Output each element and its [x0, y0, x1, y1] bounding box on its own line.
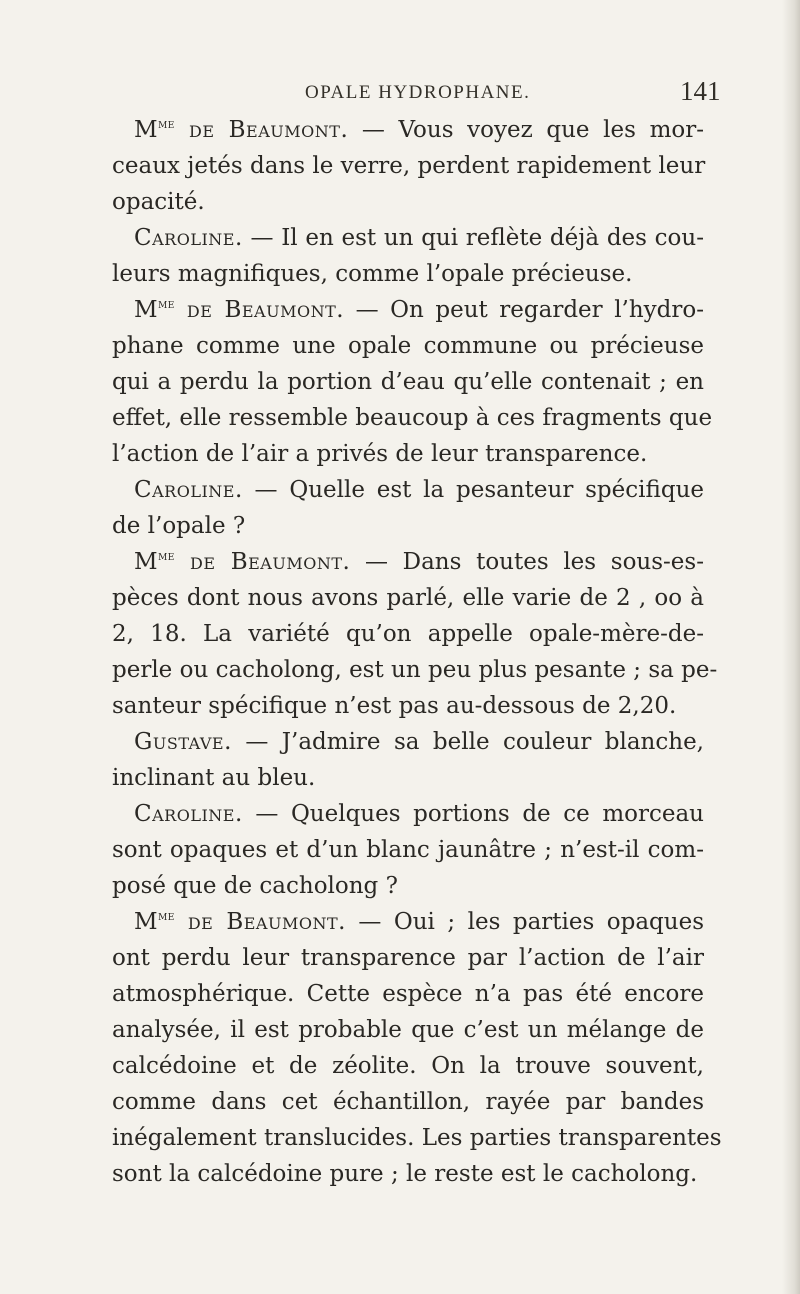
text-line: qui a perdu la portion d’eau qu’elle contenait ; en — [112, 369, 704, 395]
text-line: comme dans cet échantillon, rayée par bandes — [112, 1089, 704, 1115]
text-line: leurs magnifiques, comme l’opale précieuse. — [112, 261, 633, 287]
page-number: 141 — [680, 76, 721, 106]
text-line: Caroline. — Quelle est la pesanteur spécifique — [134, 477, 704, 503]
text-line: $M^{me}$ de Beaumont. — Vous voyez que les mor- — [134, 117, 705, 143]
text-line: Caroline. — Il en est un qui reflète déjà des cou- — [134, 225, 704, 251]
text-line: analysée, il est probable que c’est un mélange de — [112, 1017, 704, 1043]
text-line: santeur spécifique n’est pas au-dessous de 2,20. — [112, 693, 677, 719]
running-head: OPALE HYDROPHANE. — [305, 82, 531, 103]
text-line: Gustave. — J’admire sa belle couleur blanche, — [134, 729, 704, 755]
speaker-name: $M^{me}$ de Beaumont. — [134, 909, 346, 935]
speaker-name: Caroline. — [134, 477, 243, 503]
speaker-name: $M^{me}$ de Beaumont. — [134, 549, 351, 575]
speaker-name: $M^{me}$ de Beaumont. — [134, 117, 349, 143]
text-line: inclinant au bleu. — [112, 765, 316, 791]
speaker-name: Caroline. — [134, 801, 243, 827]
text-line: calcédoine et de zéolite. On la trouve souvent, — [112, 1053, 704, 1079]
text-line: phane comme une opale commune ou précieuse — [112, 333, 704, 359]
page-edge-shadow — [782, 0, 800, 1294]
text-line: pèces dont nous avons parlé, elle varie de 2 , oo à — [112, 585, 704, 611]
text-line: atmosphérique. Cette espèce n’a pas été encore — [112, 981, 704, 1007]
speaker-name: Gustave. — [134, 729, 232, 755]
speaker-name: Caroline. — [134, 225, 243, 251]
text-line: $M^{me}$ de Beaumont. — On peut regarder l’hydro- — [134, 297, 705, 323]
text-line: sont opaques et d’un blanc jaunâtre ; n’est-il com- — [112, 837, 704, 863]
text-line: $M^{me}$ de Beaumont. — Oui ; les parties opaques — [134, 909, 704, 935]
text-line: sont la calcédoine pure ; le reste est le cacholong. — [112, 1161, 698, 1187]
text-line: de l’opale ? — [112, 513, 246, 539]
text-line: $M^{me}$ de Beaumont. — Dans toutes les sous-es- — [134, 549, 704, 575]
text-line: perle ou cacholong, est un peu plus pesante ; sa pe- — [112, 657, 718, 683]
text-line: 2, 18. La variété qu’on appelle opale-mère-de- — [112, 621, 704, 647]
text-line: effet, elle ressemble beaucoup à ces fragments que — [112, 405, 713, 431]
text-line: opacité. — [112, 189, 205, 215]
text-line: posé que de cacholong ? — [112, 873, 398, 899]
text-line: ceaux jetés dans le verre, perdent rapidement leur — [112, 153, 706, 179]
text-line: ont perdu leur transparence par l’action de l’air — [112, 945, 704, 971]
body-text — [112, 112, 722, 1192]
text-line: inégalement translucides. Les parties transparentes — [112, 1125, 722, 1151]
text-line: l’action de l’air a privés de leur transparence. — [112, 441, 648, 467]
text-line: Caroline. — Quelques portions de ce morceau — [134, 801, 704, 827]
speaker-name: $M^{me}$ de Beaumont. — [134, 297, 345, 323]
